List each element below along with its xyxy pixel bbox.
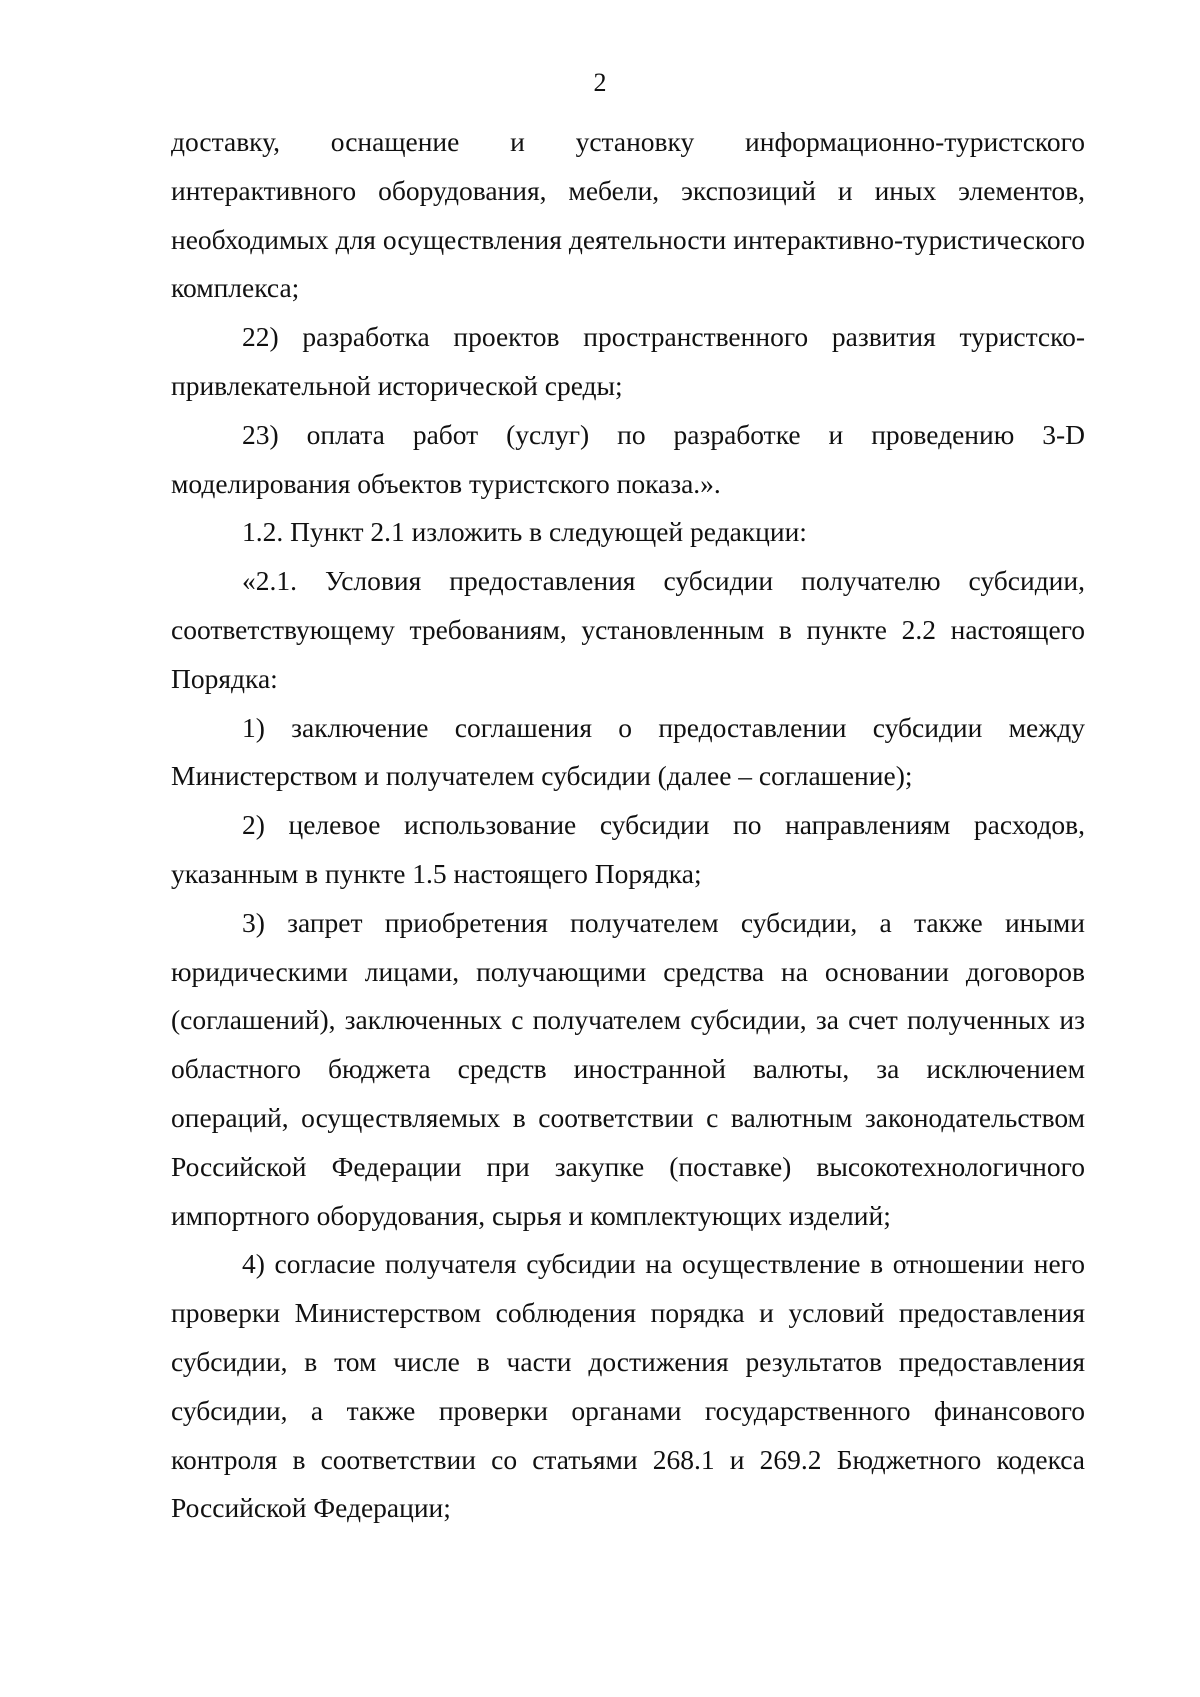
paragraph-condition-2: 2) целевое использование субсидии по направлениям расходов, указанным в пункте 1.5 настоящего Порядка; xyxy=(171,809,1085,889)
paragraph-condition-1: 1) заключение соглашения о предоставлении субсидии между Министерством и получателем субсидии (далее – соглашение); xyxy=(171,711,1085,792)
paragraph-condition-3: 3) запрет приобретения получателем субсидии, а также иными юридическими лицами, получающими средства на основании договоров (соглашений), заключенных с получателем субсидии, за счет полученных из областного бюджета средств иностранной валюты, за исключением операций, осуществляемых в соответствии с валютным законодательством Российской Федерации при закупке (поставке) высокотехнологичного импортного оборудования, сырья и комплектующих изделий; xyxy=(171,906,1085,1231)
paragraph-section-2-1: «2.1. Условия предоставления субсидии получателю субсидии, соответствующему требованиям, установленным в пункте 2.2 настоящего Порядка: xyxy=(171,565,1085,694)
page-number: 2 xyxy=(593,68,607,97)
document-body xyxy=(171,118,1085,1533)
paragraph-item-23: 23) оплата работ (услуг) по разработке и проведению 3-D моделирования объектов туристского показа.». xyxy=(171,418,1085,499)
paragraph-section-1-2: 1.2. Пункт 2.1 изложить в следующей редакции: xyxy=(242,516,807,548)
paragraph-condition-4: 4) согласие получателя субсидии на осуществление в отношении него проверки Министерством соблюдения порядка и условий предоставления субсидии, в том числе в части достижения результатов предоставления субсидии, а также проверки органами государственного финансового контроля в соответствии со статьями 268.1 и 269.2 Бюджетного кодекса Российской Федерации; xyxy=(171,1248,1085,1524)
paragraph-continuation: доставку, оснащение и установку информационно-туристского интерактивного оборудования, мебели, экспозиций и иных элементов, необходимых для осуществления деятельности интерактивно-туристического комплекса; xyxy=(171,126,1085,304)
paragraph-item-22: 22) разработка проектов пространственного развития туристско-привлекательной исторической среды; xyxy=(171,321,1085,401)
